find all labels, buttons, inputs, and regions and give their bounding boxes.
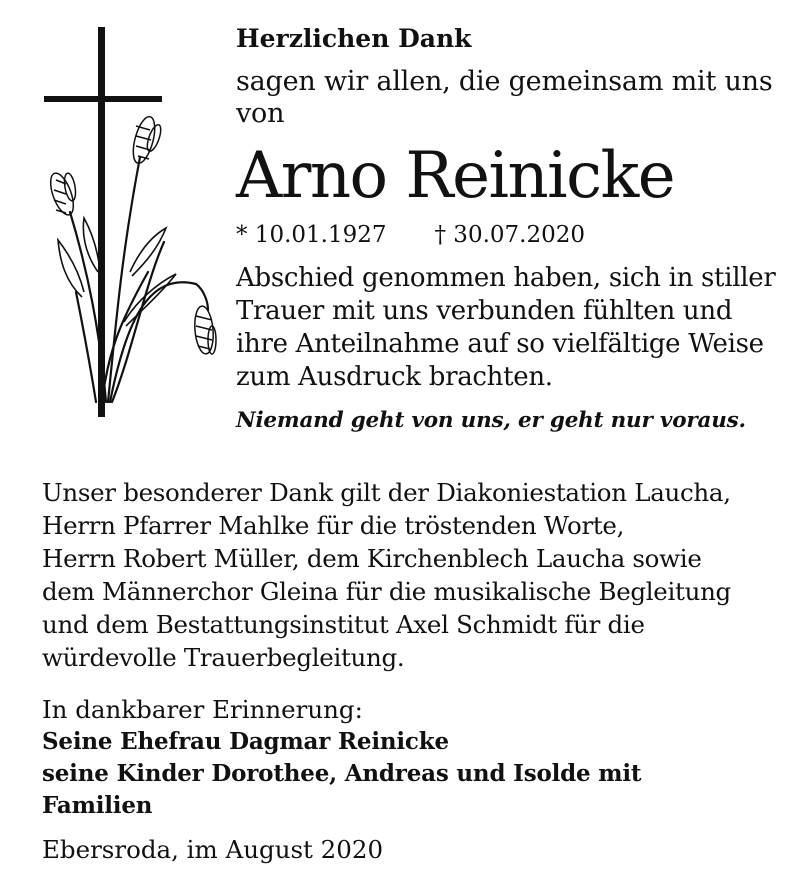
intro-text: sagen wir allen, die gemeinsam mit uns von	[236, 66, 773, 129]
header-block	[236, 22, 776, 436]
thanks-line: Herrn Robert Müller, dem Kirchenblech Laucha sowie	[42, 544, 702, 573]
memory-label: In dankbarer Erinnerung:	[42, 695, 363, 724]
thanks-line: Herrn Pfarrer Mahlke für die tröstenden Worte,	[42, 511, 625, 540]
family-line: seine Kinder Dorothee, Andreas und Isolde mit	[42, 760, 642, 787]
thanks-block	[42, 476, 772, 866]
family-line: Familien	[42, 792, 153, 819]
cross-with-wheat-icon	[36, 22, 226, 422]
thanks-line: dem Männerchor Gleina für die musikalische Begleitung	[42, 577, 731, 606]
thanks-text	[42, 476, 772, 674]
family-line: Seine Ehefrau Dagmar Reinicke	[42, 728, 449, 755]
place-date: Ebersroda, im August 2020	[42, 835, 384, 864]
deceased-name: Arno Reinicke	[236, 139, 675, 213]
family-signatures	[42, 726, 772, 822]
life-dates	[236, 220, 776, 250]
death-date: † 30.07.2020	[434, 222, 585, 248]
heading: Herzlichen Dank	[236, 24, 472, 53]
thanks-line: und dem Bestattungsinstitut Axel Schmidt für die	[42, 610, 645, 639]
farewell-text: Abschied genommen haben, sich in stiller Trauer mit uns verbunden fühlten und ihre Anteilnahme auf so vielfältige Weise zum Ausdruck brachten.	[236, 263, 776, 392]
thanks-line: würdevolle Trauerbegleitung.	[42, 643, 405, 672]
birth-date: * 10.01.1927	[236, 222, 387, 248]
thanks-line: Unser besonderer Dank gilt der Diakoniestation Laucha,	[42, 478, 731, 507]
motto: Niemand geht von uns, er geht nur voraus.	[236, 408, 746, 433]
